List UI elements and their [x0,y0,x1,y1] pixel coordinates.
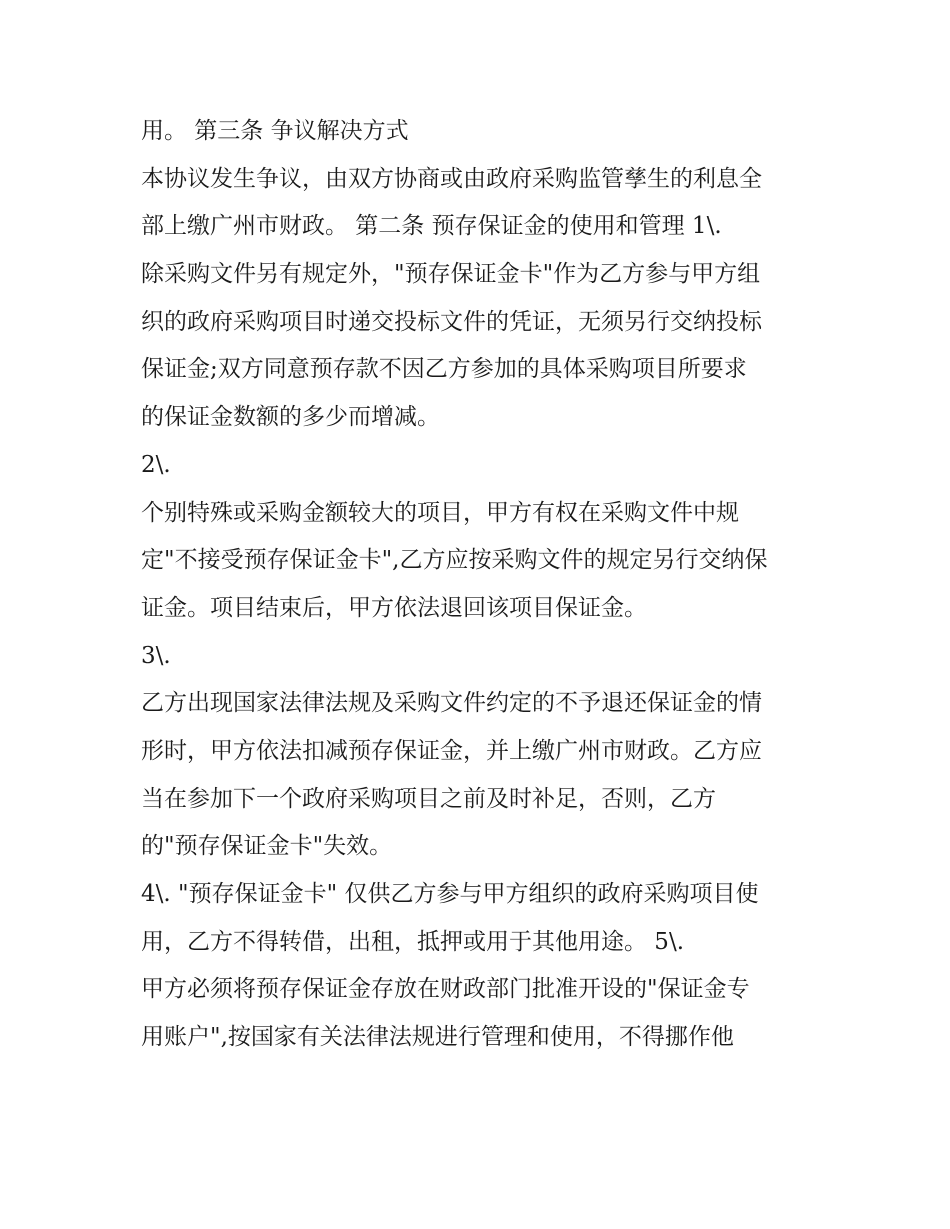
text-line: 定"不接受预存保证金卡",乙方应按采购文件的规定另行交纳保 [141,547,768,574]
text-line: 的"预存保证金卡"失效。 [141,833,393,860]
text-line: 4\. "预存保证金卡" 仅供乙方参与甲方组织的政府采购项目使 [141,881,759,907]
document-body [141,108,821,1062]
text-line: 保证金;双方同意预存款不因乙方参加的具体采购项目所要求 [141,356,747,383]
text-line: 除采购文件另有规定外，"预存保证金卡"作为乙方参与甲方组 [141,261,761,288]
text-line: 织的政府采购项目时递交投标文件的凭证，无须另行交纳投标 [141,308,762,335]
text-line: 2\. [141,451,171,478]
text-line: 用账户",按国家有关法律法规进行管理和使用，不得挪作他 [141,1024,734,1051]
text-line: 个别特殊或采购金额较大的项目，甲方有权在采购文件中规 [141,499,739,526]
text-line: 本协议发生争议，由双方协商或由政府采购监管孳生的利息全 [141,165,762,192]
text-line: 用。 第三条 争议解决方式 [141,118,409,144]
text-line: 当在参加下一个政府采购项目之前及时补足，否则，乙方 [141,785,716,812]
text-line: 甲方必须将预存保证金存放在财政部门批准开设的"保证金专 [141,976,750,1003]
text-line: 部上缴广州市财政。 第二条 预存保证金的使用和管理 1\. [141,213,722,240]
text-line: 证金。项目结束后，甲方依法退回该项目保证金。 [141,594,647,621]
text-line: 的保证金数额的多少而增减。 [141,404,440,431]
text-line: 形时，甲方依法扣减预存保证金，并上缴广州市财政。乙方应 [141,737,762,764]
text-line: 乙方出现国家法律法规及采购文件约定的不予退还保证金的情 [141,690,762,717]
text-line: 3\. [141,642,171,669]
text-line: 用，乙方不得转借，出租，抵押或用于其他用途。 5\. [141,928,685,955]
